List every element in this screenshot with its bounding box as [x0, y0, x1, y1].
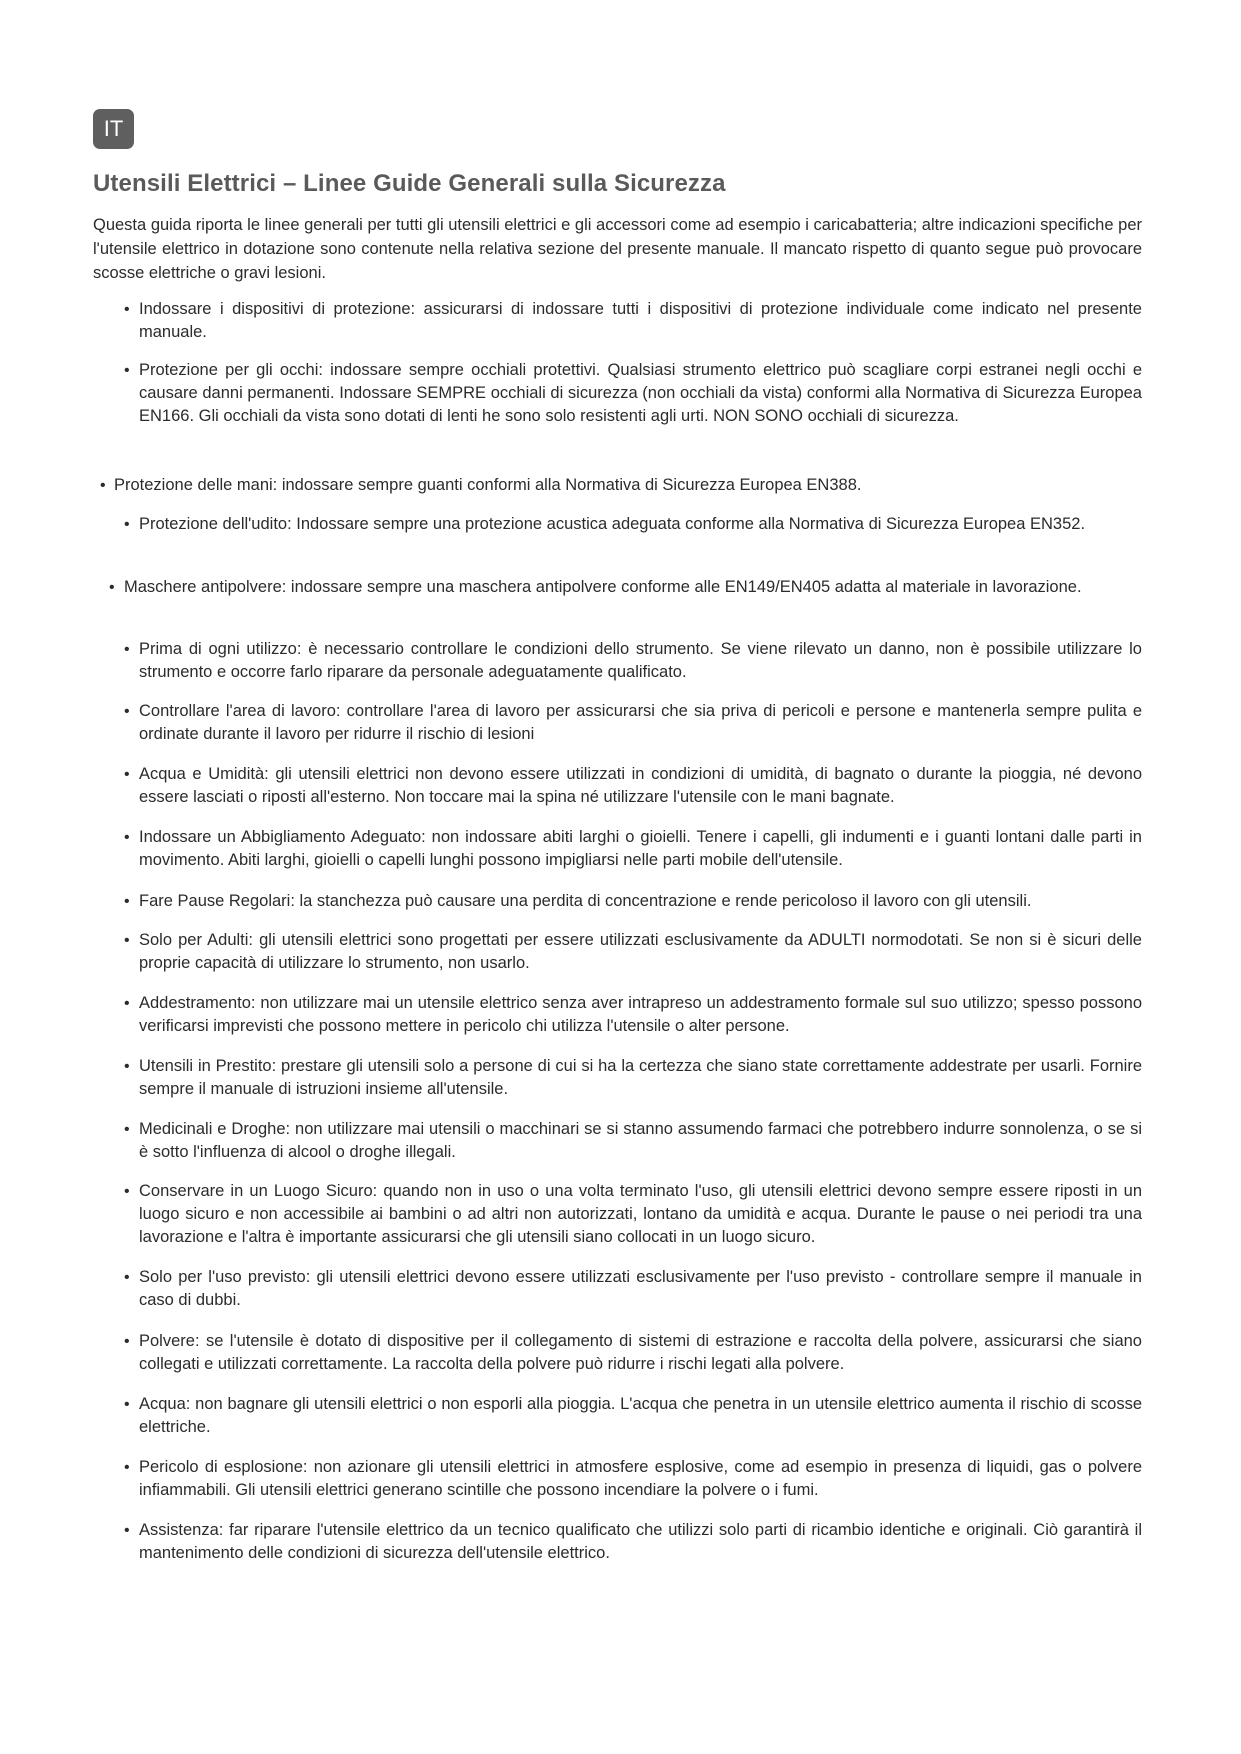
list-item-text: Protezione delle mani: indossare sempre guanti conformi alla Normativa di Sicurezza Europea EN388. [114, 476, 862, 494]
bullet-icon: • [124, 1058, 130, 1075]
list-item [124, 1456, 1142, 1502]
list-item-text: Prima di ogni utilizzo: è necessario controllare le condizioni dello strumento. Se viene rilevato un danno, non è possibile utilizzare lo strumento e occorre farlo riparare da personale adeguatamente qualificato. [139, 640, 1142, 681]
list-item [124, 1393, 1142, 1439]
list-item [124, 1055, 1142, 1101]
list-item [124, 992, 1142, 1038]
intro-paragraph: Questa guida riporta le linee generali per tutti gli utensili elettrici e gli accessori come ad esempio i caricabatteria; altre indicazioni specifiche per l'utensile elettrico in dotazione sono contenute nella relativa sezione del presente manuale. Il mancato rispetto di quanto segue può provocare scosse elettriche o gravi lesioni. [93, 216, 1142, 282]
list-item [124, 513, 1142, 536]
list-item [124, 1519, 1142, 1565]
list-item-text: Pericolo di esplosione: non azionare gli utensili elettrici in atmosfere esplosive, come ad esempio in presenza di liquidi, gas o polvere infiammabili. Gli utensili elettrici generano scintille che possono incendiare la polvere o i fumi. [139, 1458, 1142, 1499]
bullet-icon: • [124, 1183, 130, 1200]
list-item-text: Indossare i dispositivi di protezione: assicurarsi di indossare tutti i dispositivi di protezione individuale come indicato nel presente manuale. [139, 300, 1142, 341]
bullet-icon: • [109, 579, 115, 596]
list-item-text: Indossare un Abbigliamento Adeguato: non indossare abiti larghi o gioielli. Tenere i capelli, gli indumenti e i guanti lontani dalle parti in movimento. Abiti larghi, gioielli o capelli lunghi possono impigliarsi nelle parti mobile dell'utensile. [139, 828, 1142, 869]
bullet-icon: • [124, 1121, 130, 1138]
list-item [124, 359, 1142, 428]
list-item-text: Addestramento: non utilizzare mai un utensile elettrico senza aver intrapreso un addestramento formale sul suo utilizzo; spesso possono verificarsi imprevisti che possono mettere in pericolo chi utilizza l'utensile o alter persone. [139, 994, 1142, 1035]
list-item-text: Assistenza: far riparare l'utensile elettrico da un tecnico qualificato che utilizzi solo parti di ricambio identiche e originali. Ciò garantirà il mantenimento delle condizioni di sicurezza dell'utensile elettrico. [139, 1521, 1142, 1562]
bullet-icon: • [124, 1269, 130, 1286]
bullet-icon: • [124, 703, 130, 720]
bullet-icon: • [124, 1333, 130, 1350]
list-item-text: Solo per l'uso previsto: gli utensili elettrici devono essere utilizzati esclusivamente per l'uso previsto - controllare sempre il manuale in caso di dubbi. [139, 1268, 1142, 1309]
list-item-text: Medicinali e Droghe: non utilizzare mai utensili o macchinari se si stanno assumendo farmaci che potrebbero indurre sonnolenza, o se si è sotto l'influenza di alcool o droghe illegali. [139, 1120, 1142, 1161]
list-item [124, 1330, 1142, 1376]
list-item [124, 826, 1142, 872]
bullet-icon: • [124, 932, 130, 949]
bullet-icon: • [124, 893, 130, 910]
list-item-text: Acqua: non bagnare gli utensili elettrici o non esporli alla pioggia. L'acqua che penetra in un utensile elettrico aumenta il rischio di scosse elettriche. [139, 1395, 1142, 1436]
bullet-icon: • [124, 641, 130, 658]
bullet-icon: • [124, 995, 130, 1012]
list-item [124, 700, 1142, 746]
list-item [124, 298, 1142, 344]
list-item-text: Protezione dell'udito: Indossare sempre una protezione acustica adeguata conforme alla Normativa di Sicurezza Europea EN352. [139, 515, 1086, 533]
bullet-icon: • [124, 301, 130, 318]
list-item-text: Conservare in un Luogo Sicuro: quando non in uso o una volta terminato l'uso, gli utensili elettrici devono sempre essere riposti in un luogo sicuro e non accessibile ai bambini o ad altri non autorizzati, lontano da umidità e acqua. Durante le pause o nei periodi tra una lavorazione e l'altra è importante assicurarsi che gli utensili siano collocati in un luogo sicuro. [139, 1182, 1142, 1246]
list-item-text: Polvere: se l'utensile è dotato di dispositive per il collegamento di sistemi di estrazione e raccolta della polvere, assicurarsi che siano collegati e utilizzati correttamente. La raccolta della polvere può ridurre i rischi legati alla polvere. [139, 1332, 1142, 1373]
bullet-icon: • [124, 829, 130, 846]
list-item [109, 576, 1127, 599]
page-title: Utensili Elettrici – Linee Guide Generali sulla Sicurezza [93, 170, 726, 197]
list-item-text: Maschere antipolvere: indossare sempre una maschera antipolvere conforme alle EN149/EN405 adatta al materiale in lavorazione. [124, 578, 1082, 596]
bullet-icon: • [124, 766, 130, 783]
bullet-icon: • [124, 1522, 130, 1539]
bullet-icon: • [124, 1396, 130, 1413]
list-item [124, 1118, 1142, 1164]
list-item [100, 474, 1142, 497]
list-item-text: Utensili in Prestito: prestare gli utensili solo a persone di cui si ha la certezza che siano state correttamente addestrate per usarli. Fornire sempre il manuale di istruzioni insieme all'utensile. [139, 1057, 1142, 1098]
bullet-icon: • [124, 1459, 130, 1476]
list-item-text: Controllare l'area di lavoro: controllare l'area di lavoro per assicurarsi che sia priva di pericoli e persone e mantenerla sempre pulita e ordinate durante il lavoro per ridurre il rischio di lesioni [139, 702, 1142, 743]
list-item [124, 1266, 1142, 1312]
list-item [124, 763, 1142, 809]
language-badge: IT [93, 109, 134, 149]
list-item [124, 1180, 1142, 1249]
list-item-text: Acqua e Umidità: gli utensili elettrici non devono essere utilizzati in condizioni di umidità, di bagnato o durante la pioggia, né devono essere lasciati o riposti all'esterno. Non toccare mai la spina né utilizzare l'utensile con le mani bagnate. [139, 765, 1142, 806]
list-item-text: Protezione per gli occhi: indossare sempre occhiali protettivi. Qualsiasi strumento elettrico può scagliare corpi estranei negli occhi e causare danni permanenti. Indossare SEMPRE occhiali di sicurezza (non occhiali da vista) conformi alla Normativa di Sicurezza Europea EN166. Gli occhiali da vista sono dotati di lenti he sono solo resistenti agli urti. NON SONO occhiali di sicurezza. [139, 361, 1142, 425]
bullet-icon: • [100, 477, 106, 494]
list-item [124, 890, 1142, 913]
list-item-text: Solo per Adulti: gli utensili elettrici sono progettati per essere utilizzati esclusivamente da ADULTI normodotati. Se non si è sicuri delle proprie capacità di utilizzare lo strumento, non usarlo. [139, 931, 1142, 972]
bullet-icon: • [124, 516, 130, 533]
list-item [124, 638, 1142, 684]
bullet-icon: • [124, 362, 130, 379]
list-item [124, 929, 1142, 975]
list-item-text: Fare Pause Regolari: la stanchezza può causare una perdita di concentrazione e rende pericoloso il lavoro con gli utensili. [139, 892, 1032, 910]
